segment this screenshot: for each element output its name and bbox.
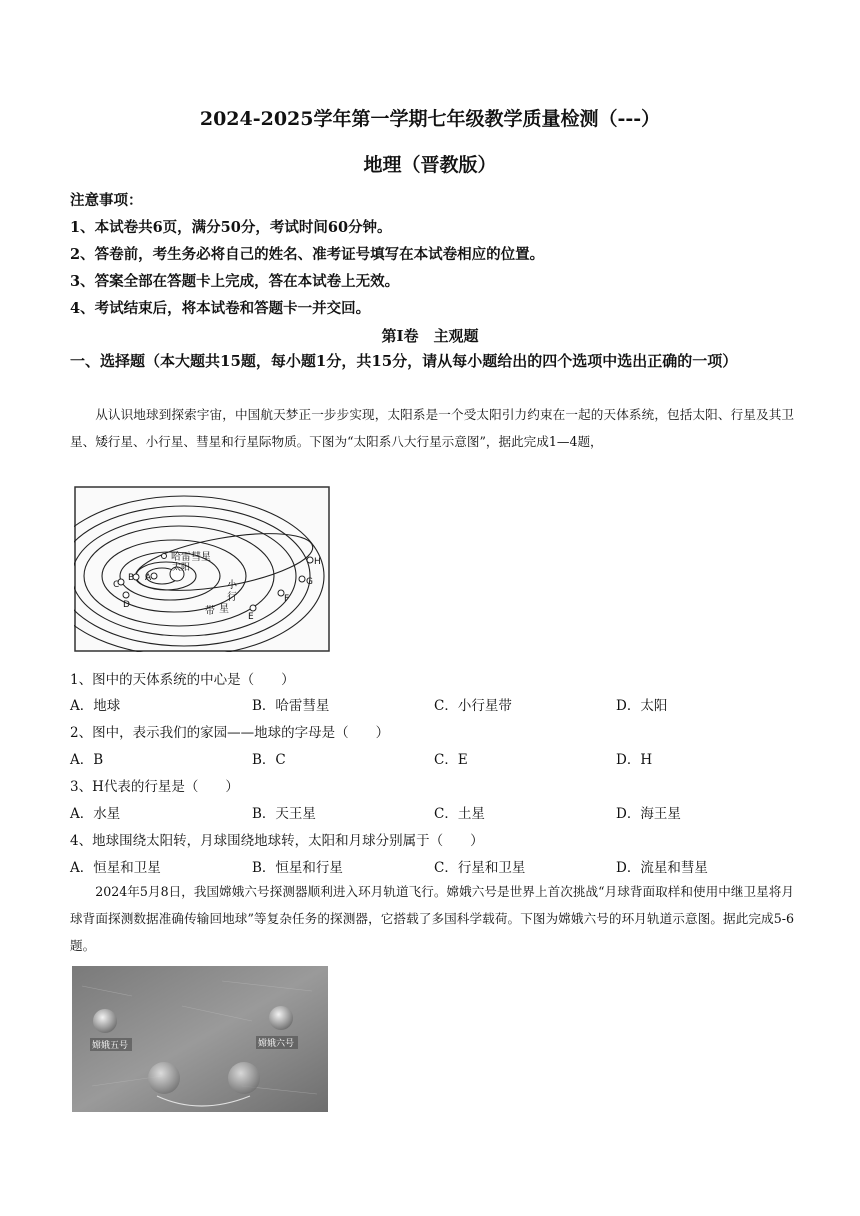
option-a: A．恒星和卫星 [70,860,161,876]
option-c: C．小行星带 [434,698,512,714]
planet-h-label: H [314,557,321,567]
change6-label: 嫦娥六号 [258,1039,295,1049]
figure-frame [75,487,329,651]
change6-orbit-figure [72,966,328,1112]
option-d: D．太阳 [616,698,668,714]
planet-b-label: B [128,573,135,583]
sun-label: 太阳 [172,563,191,573]
asteroid-label: 小 [227,580,237,591]
option-a: A．B [70,752,104,768]
question-4-stem: 4、地球围绕太阳转，月球围绕地球转，太阳和月球分别属于（ ） [70,833,484,849]
question-3-options [70,802,810,822]
exam-subject: 地理（晋教版） [363,154,497,176]
planet-h-marker [307,557,313,563]
option-d: D．流星和彗星 [616,860,708,876]
planet-d-label: D [123,600,130,610]
option-d: D．海王星 [616,806,681,822]
change5-label: 嫦娥五号 [92,1041,129,1051]
notice-heading: 注意事项： [70,192,143,209]
moon-right-icon [269,1006,293,1030]
option-c: C．土星 [434,806,485,822]
planet-a-label: A [145,573,152,583]
planet-c-label: C [113,580,120,590]
notice-item: 4、考试结束后，将本试卷和答题卡一并交回。 [70,300,371,317]
option-c: C．E [434,752,468,768]
planet-f-label: F [284,594,290,604]
planet-d-marker [123,592,129,598]
notice-item: 1、本试卷共6页，满分50分，考试时间60分钟。 [70,219,392,236]
asteroid-label: 行 [227,592,237,603]
solar-system-figure [74,486,330,652]
question-1-options [70,694,810,714]
option-a: A．地球 [70,698,121,714]
option-b: B．恒星和行星 [252,860,343,876]
question-1-stem: 1、图中的天体系统的中心是（ ） [70,672,295,688]
planet-g-label: G [306,577,313,587]
passage-1: 从认识地球到探索宇宙，中国航天梦正一步步实现，太阳系是一个受太阳引力约束在一起的天体系统，包括太阳、行星及其卫星、矮行星、小行星、彗星和行星际物质。下图为“太阳系八大行星示意图”，据此完成1—4题， [70,407,794,449]
comet-marker [162,554,167,559]
question-2-options [70,748,810,768]
notice-item: 2、答卷前，考生务必将自己的姓名、准考证号填写在本试卷相应的位置。 [70,246,545,263]
option-b: B．哈雷彗星 [252,698,330,714]
option-d: D．H [616,752,653,768]
planet-g-marker [299,576,305,582]
moon-left-icon [93,1009,117,1033]
exam-title: 2024-2025学年第一学期七年级教学质量检测（---） [199,108,661,130]
asteroid-label: 星 [219,604,229,615]
planet-e-marker [250,605,256,611]
earth-left-icon [148,1062,180,1094]
option-b: B．天王星 [252,806,316,822]
passage-2: 2024年5月8日，我国嫦娥六号探测器顺利进入环月轨道飞行。嫦娥六号是世界上首次挑战“月球背面取样和使用中继卫星将月球背面探测数据准确传输回地球”等复杂任务的探测器，它搭载了多国科学载荷。下图为嫦娥六号的环月轨道示意图。据此完成5-6题。 [70,884,794,953]
comet-label: 哈雷彗星 [171,552,211,563]
section-heading: 一、选择题（本大题共15题，每小题1分，共15分，请从每小题给出的四个选项中选出正确的一项） [70,352,738,370]
question-3-stem: 3、H代表的行星是（ ） [70,779,239,795]
planet-e-label: E [248,612,254,622]
question-4-options [70,856,810,876]
notice-item: 3、答案全部在答题卡上完成，答在本试卷上无效。 [70,273,400,290]
earth-right-icon [228,1062,260,1094]
part-title: 第Ⅰ卷 主观题 [381,327,479,345]
option-c: C．行星和卫星 [434,860,526,876]
question-2-stem: 2、图中，表示我们的家园——地球的字母是（ ） [70,725,390,741]
planet-a-marker [151,573,157,579]
option-a: A．水星 [70,806,121,822]
option-b: B．C [252,752,286,768]
asteroid-label: 带 [205,606,215,617]
